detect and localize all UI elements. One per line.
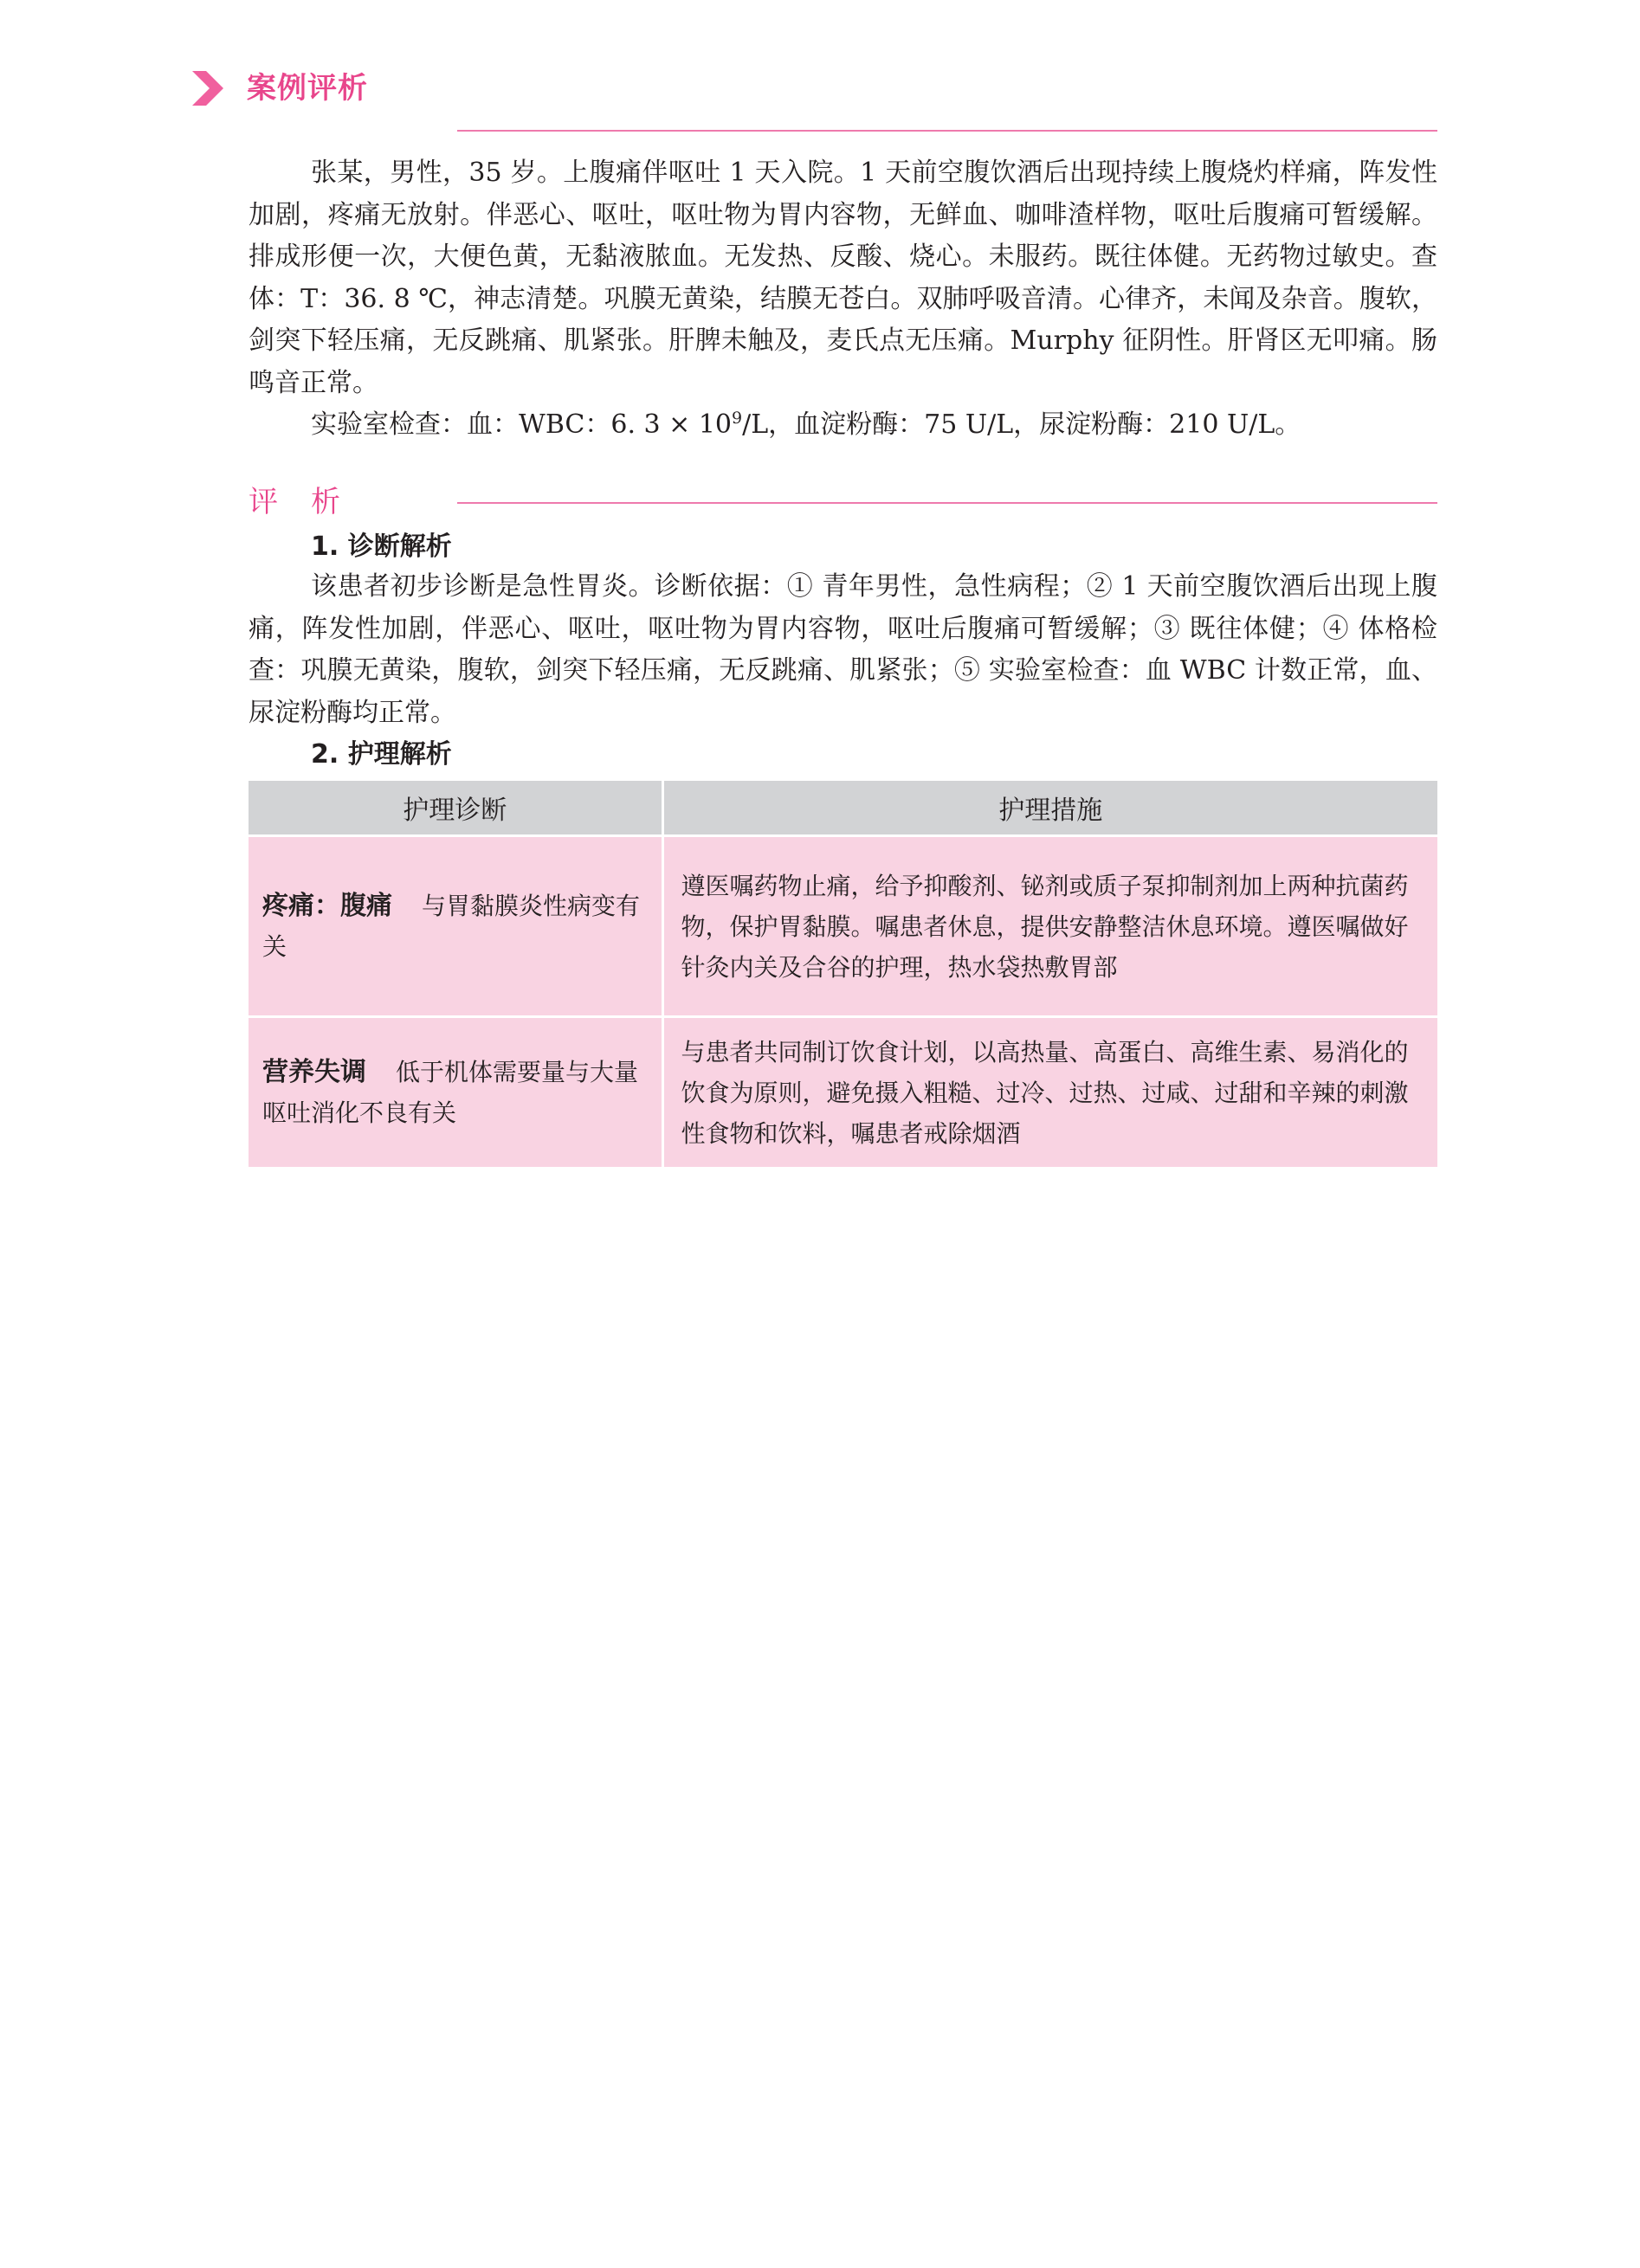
diagnosis-detail: 与胃黏膜炎性病变有关: [262, 892, 641, 961]
diagnosis-label: 营养失调: [262, 1057, 366, 1087]
nursing-table: [249, 781, 1437, 1169]
nursing-heading: 2. 护理解析: [311, 739, 452, 770]
diagnosis-label: 疼痛：腹痛: [262, 891, 392, 921]
page-title: 案例评析: [247, 71, 368, 106]
table-row: [249, 1017, 1437, 1169]
diagnosis-detail: 低于机体需要量与大量呕吐消化不良有关: [262, 1058, 639, 1127]
lab-text-tail: /L，血淀粉酶：75 U/L，尿淀粉酶：210 U/L。: [742, 409, 1301, 440]
header-divider: [457, 130, 1437, 132]
analysis-divider: [457, 502, 1437, 504]
lab-results: [249, 404, 1437, 447]
case-description: [249, 152, 1437, 447]
diagnosis-cell: [249, 1017, 662, 1169]
measures-cell: 与患者共同制订饮食计划，以高热量、高蛋白、高维生素、易消化的饮食为原则，避免摄入粗糙、过冷、过热、过咸、过甜和辛辣的刺激性食物和饮料，嘱患者戒除烟酒: [662, 1017, 1437, 1169]
lab-text: 实验室检查：血：WBC：6. 3 × 10: [311, 409, 733, 440]
diagnosis-text: 该患者初步诊断是急性胃炎。诊断依据：① 青年男性，急性病程；② 1 天前空腹饮酒后出现上腹痛，阵发性加剧，伴恶心、呕吐，呕吐物为胃内容物，呕吐后腹痛可暂缓解；③ 既往体健；④ 体格检查：巩膜无黄染，腹软，剑突下轻压痛，无反跳痛、肌紧张；⑤ 实验室检查：血 WBC 计数正常，血、尿淀粉酶均正常。: [249, 571, 1437, 728]
table-row: [249, 836, 1437, 1017]
diagnosis-cell: [249, 836, 662, 1017]
chevron-right-icon: [192, 71, 223, 106]
diagnosis-heading: 1. 诊断解析: [311, 532, 452, 562]
column-header-measures: 护理措施: [662, 781, 1437, 836]
column-header-diagnosis: 护理诊断: [249, 781, 662, 836]
case-paragraph: 张某，男性，35 岁。上腹痛伴呕吐 1 天入院。1 天前空腹饮酒后出现持续上腹烧灼样痛，阵发性加剧，疼痛无放射。伴恶心、呕吐，呕吐物为胃内容物，无鲜血、咖啡渣样物，呕吐后腹痛可暂缓解。排成形便一次，大便色黄，无黏液脓血。无发热、反酸、烧心。未服药。既往体健。无药物过敏史。查体：T：36. 8 ℃，神志清楚。巩膜无黄染，结膜无苍白。双肺呼吸音清。心律齐，未闻及杂音。腹软，剑突下轻压痛，无反跳痛、肌紧张。肝脾未触及，麦氏点无压痛。Murphy 征阴性。肝肾区无叩痛。肠鸣音正常。: [249, 158, 1437, 398]
measures-cell: 遵医嘱药物止痛，给予抑酸剂、铋剂或质子泵抑制剂加上两种抗菌药物，保护胃黏膜。嘱患者休息，提供安静整洁休息环境。遵医嘱做好针灸内关及合谷的护理，热水袋热敷胃部: [662, 836, 1437, 1017]
analysis-title: 评析: [249, 485, 373, 519]
diagnosis-section: [249, 566, 1437, 734]
table-header-row: [249, 781, 1437, 836]
lab-exponent: 9: [732, 409, 743, 428]
